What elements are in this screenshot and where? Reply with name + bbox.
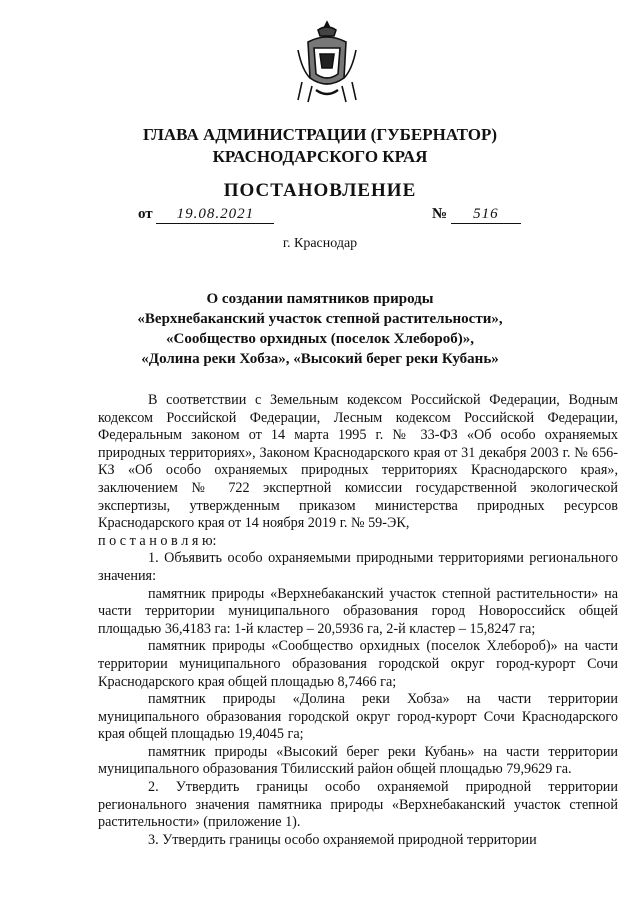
number-prefix: № <box>432 206 448 222</box>
decree-word: п о с т а н о в л я ю: <box>98 532 217 549</box>
document-body <box>98 392 618 849</box>
clause-paragraph: памятник природы «Сообщество орхидных (поселок Хлебороб)» на части территории муниципального образования городской округ город-курорт Сочи Краснодарского края общей площадью 8,7466 га; <box>98 638 618 690</box>
clause-paragraph: памятник природы «Высокий берег реки Кубань» на части территории муниципального образования Тбилисский район общей площадью 79,9629 га. <box>98 743 618 778</box>
authority-line-2: КРАСНОДАРСКОГО КРАЯ <box>212 147 428 166</box>
city: г. Краснодар <box>282 236 358 251</box>
clause-paragraph: 3. Утвердить границы особо охраняемой природной территории <box>148 831 537 848</box>
number-field <box>432 206 521 224</box>
clause-paragraph: памятник природы «Долина реки Хобза» на части территории муниципального образования городской округ город-курорт Сочи Краснодарского края общей площадью 19,4045 га; <box>98 691 618 743</box>
number-value: 516 <box>451 206 521 224</box>
preamble-paragraph: В соответствии с Земельным кодексом Российской Федерации, Водным кодексом Российской Федерации, Лесным кодексом Российской Федерации, Федеральным законом от 14 марта 1995 г. № 33-ФЗ «Об особо охраняемых природных территориях», Законом Краснодарского края от 31 декабря 2003 г. № 656-КЗ «Об особо охраняемых природных территориях Краснодарского края», заключением № 722 экспертной комиссии государственной экологической экспертизы, утвержденным приказом министерства природных ресурсов Краснодарского края от 14 ноября 2019 г. № 59-ЭК, <box>98 392 618 532</box>
date-field <box>138 206 274 224</box>
authority-line-1: ГЛАВА АДМИНИСТРАЦИИ (ГУБЕРНАТОР) <box>142 125 497 144</box>
clause-paragraph: 1. Объявить особо охраняемыми природными территориями регионального значения: <box>98 550 618 584</box>
clause-paragraph: памятник природы «Верхнебаканский участок степной растительности» на части территории муниципального образования город Новороссийск общей площадью 36,4183 га: 1-й кластер – 20,5936 га, 2-й кластер – 15,8247 га; <box>98 585 618 637</box>
subject-line: О создании памятников природы <box>206 291 434 307</box>
subject-title <box>0 289 640 369</box>
subject-line: «Верхнебаканский участок степной растительности», <box>137 311 503 327</box>
document-type: ПОСТАНОВЛЕНИЕ <box>223 180 417 201</box>
clause-paragraph: 2. Утвердить границы особо охраняемой природной территории регионального значения памятника природы «Верхнебаканский участок степной растительности» (приложение 1). <box>98 779 618 831</box>
date-value: 19.08.2021 <box>156 206 274 224</box>
issuing-authority <box>0 124 640 168</box>
coat-of-arms-icon <box>294 20 360 104</box>
subject-line: «Сообщество орхидных (поселок Хлебороб)», <box>165 331 475 347</box>
date-prefix: от <box>138 206 153 222</box>
subject-line: «Долина реки Хобза», «Высокий берег реки Кубань» <box>141 351 499 367</box>
